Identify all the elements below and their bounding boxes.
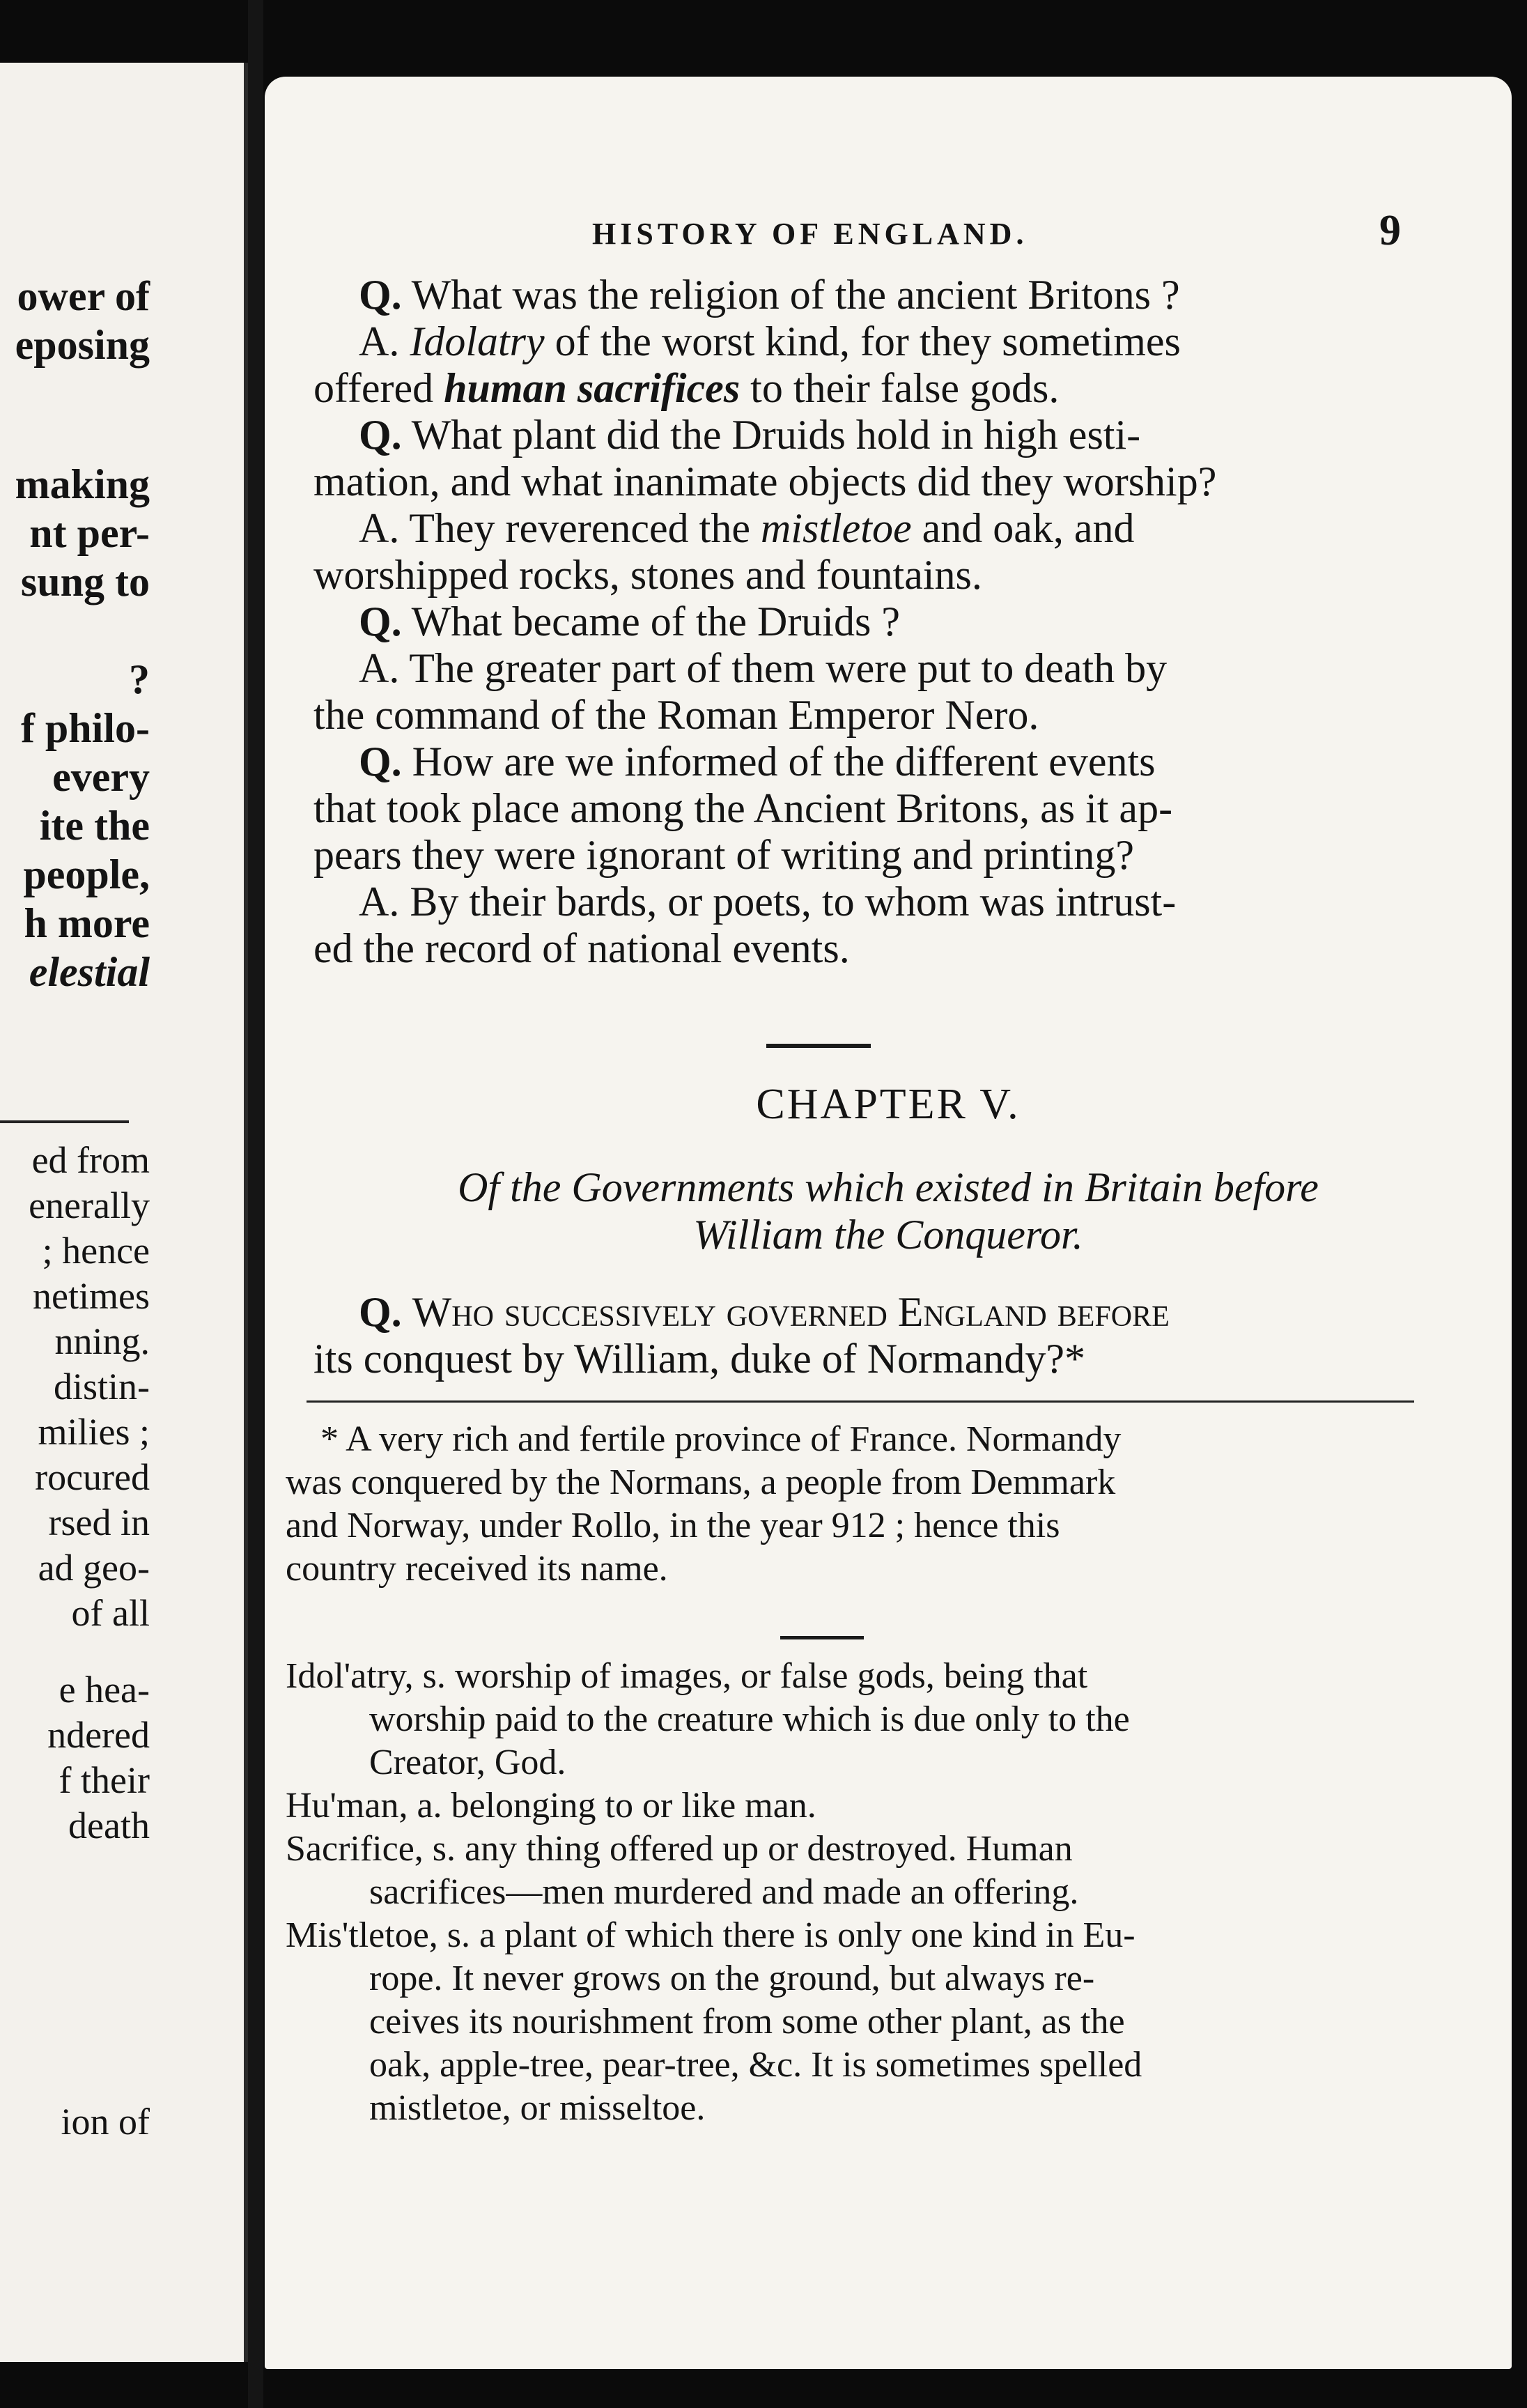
answer-line: worshipped rocks, stones and fountains.	[313, 552, 982, 598]
left-line: ad geo-	[38, 1547, 150, 1589]
left-line: f philo-	[20, 705, 150, 751]
answer-line: the command of the Roman Emperor Nero.	[313, 692, 1039, 738]
question-line: pears they were ignorant of writing and printing?	[313, 832, 1134, 878]
left-line: of all	[71, 1592, 150, 1634]
question-line: that took place among the Ancient Britons, as it ap-	[313, 785, 1173, 831]
left-line: enerally	[29, 1184, 150, 1226]
left-line: e hea-	[59, 1669, 150, 1711]
left-line: ower of	[17, 273, 150, 319]
left-line: making	[15, 461, 150, 507]
glossary: Idol'atry, s. worship of images, or false gods, being that worship paid to the creature which is due only to the Creator, God. Hu'man, a. belonging to or like man. Sacrifice, s. any thing offered up or destroyed. Human sacrifices—men murdered and made an offering. Mis'tletoe, s. a plant of which there is only one kind in Eu- rope. It never grows on the ground, but always re- ceives its nourishment from some other plant, as the oak, apple-tree, pear-tree, &c. It is sometimes spelled mistletoe, or misseltoe.	[286, 1655, 1414, 2130]
answer-line: ed the record of national events.	[313, 925, 850, 971]
left-line: every	[52, 754, 150, 800]
answer-line: A. By their bards, or poets, to whom was intrust-	[359, 879, 1177, 925]
left-line: ion of	[61, 2101, 150, 2143]
left-line: distin-	[53, 1366, 150, 1407]
left-line: ed from	[31, 1139, 150, 1181]
left-line: rocured	[35, 1456, 150, 1498]
chapter-question: Q. Who successively governed England before its conquest by William, duke of Normandy?*	[313, 1289, 1170, 1382]
section-divider	[766, 1044, 871, 1048]
left-line: ite the	[39, 803, 150, 849]
book-gutter	[248, 0, 263, 2408]
glossary-divider	[780, 1636, 864, 1639]
left-page-fragment	[0, 63, 248, 2362]
glossary-entry: Sacrifice, s. any thing offered up or destroyed. Human	[286, 1829, 1073, 1869]
left-line: netimes	[33, 1275, 150, 1317]
left-line: nt per-	[29, 510, 150, 556]
running-header: HISTORY OF ENGLAND.	[592, 217, 1028, 251]
answer-line: A. The greater part of them were put to death by	[359, 645, 1168, 691]
footnote: * A very rich and fertile province of France. Normandy was conquered by the Normans, a people from Demmark and Norway, under Rollo, in the year 912 ; hence this country received its name.	[286, 1419, 1122, 1589]
glossary-entry: Mis'tletoe, s. a plant of which there is only one kind in Eu-	[286, 1915, 1135, 1955]
question-line: mation, and what inanimate objects did they worship?	[313, 458, 1217, 504]
left-line: nning.	[54, 1320, 150, 1362]
chapter-title: CHAPTER V.	[756, 1081, 1021, 1128]
chapter-subtitle: Of the Governments which existed in Britain before	[458, 1164, 1319, 1210]
answer-line: offered human sacrifices to their false gods.	[313, 365, 1060, 411]
left-line: ?	[129, 656, 150, 702]
left-line: rsed in	[48, 1502, 150, 1543]
left-rule	[0, 1120, 129, 1123]
left-line: sung to	[20, 559, 150, 605]
left-line: f their	[59, 1759, 150, 1801]
question-line: Q. How are we informed of the different events	[359, 739, 1156, 785]
left-line: ; hence	[42, 1230, 150, 1272]
question-line: Q. What plant did the Druids hold in high esti-	[359, 412, 1141, 458]
answer-line: A. Idolatry of the worst kind, for they sometimes	[359, 318, 1181, 364]
left-line: milies ;	[38, 1411, 150, 1453]
left-line: h more	[24, 900, 150, 946]
question-line: Q. What became of the Druids ?	[359, 599, 900, 645]
glossary-entry: Hu'man, a. belonging to or like man.	[286, 1786, 816, 1826]
right-page	[265, 77, 1512, 2369]
left-line: ndered	[47, 1714, 150, 1756]
chapter-subtitle: William the Conqueror.	[693, 1212, 1083, 1258]
question-line: Q. What was the religion of the ancient Britons ?	[359, 272, 1180, 318]
footnote-rule	[307, 1400, 1414, 1403]
page-number: 9	[1379, 207, 1401, 254]
answer-line: A. They reverenced the mistletoe and oak, and	[359, 505, 1135, 551]
left-line: eposing	[15, 322, 150, 368]
glossary-entry: Idol'atry, s. worship of images, or false gods, being that	[286, 1656, 1088, 1696]
qa-section	[313, 272, 1414, 972]
left-line: elestial	[29, 949, 150, 995]
left-line: people,	[23, 851, 150, 897]
left-line: death	[68, 1805, 150, 1846]
